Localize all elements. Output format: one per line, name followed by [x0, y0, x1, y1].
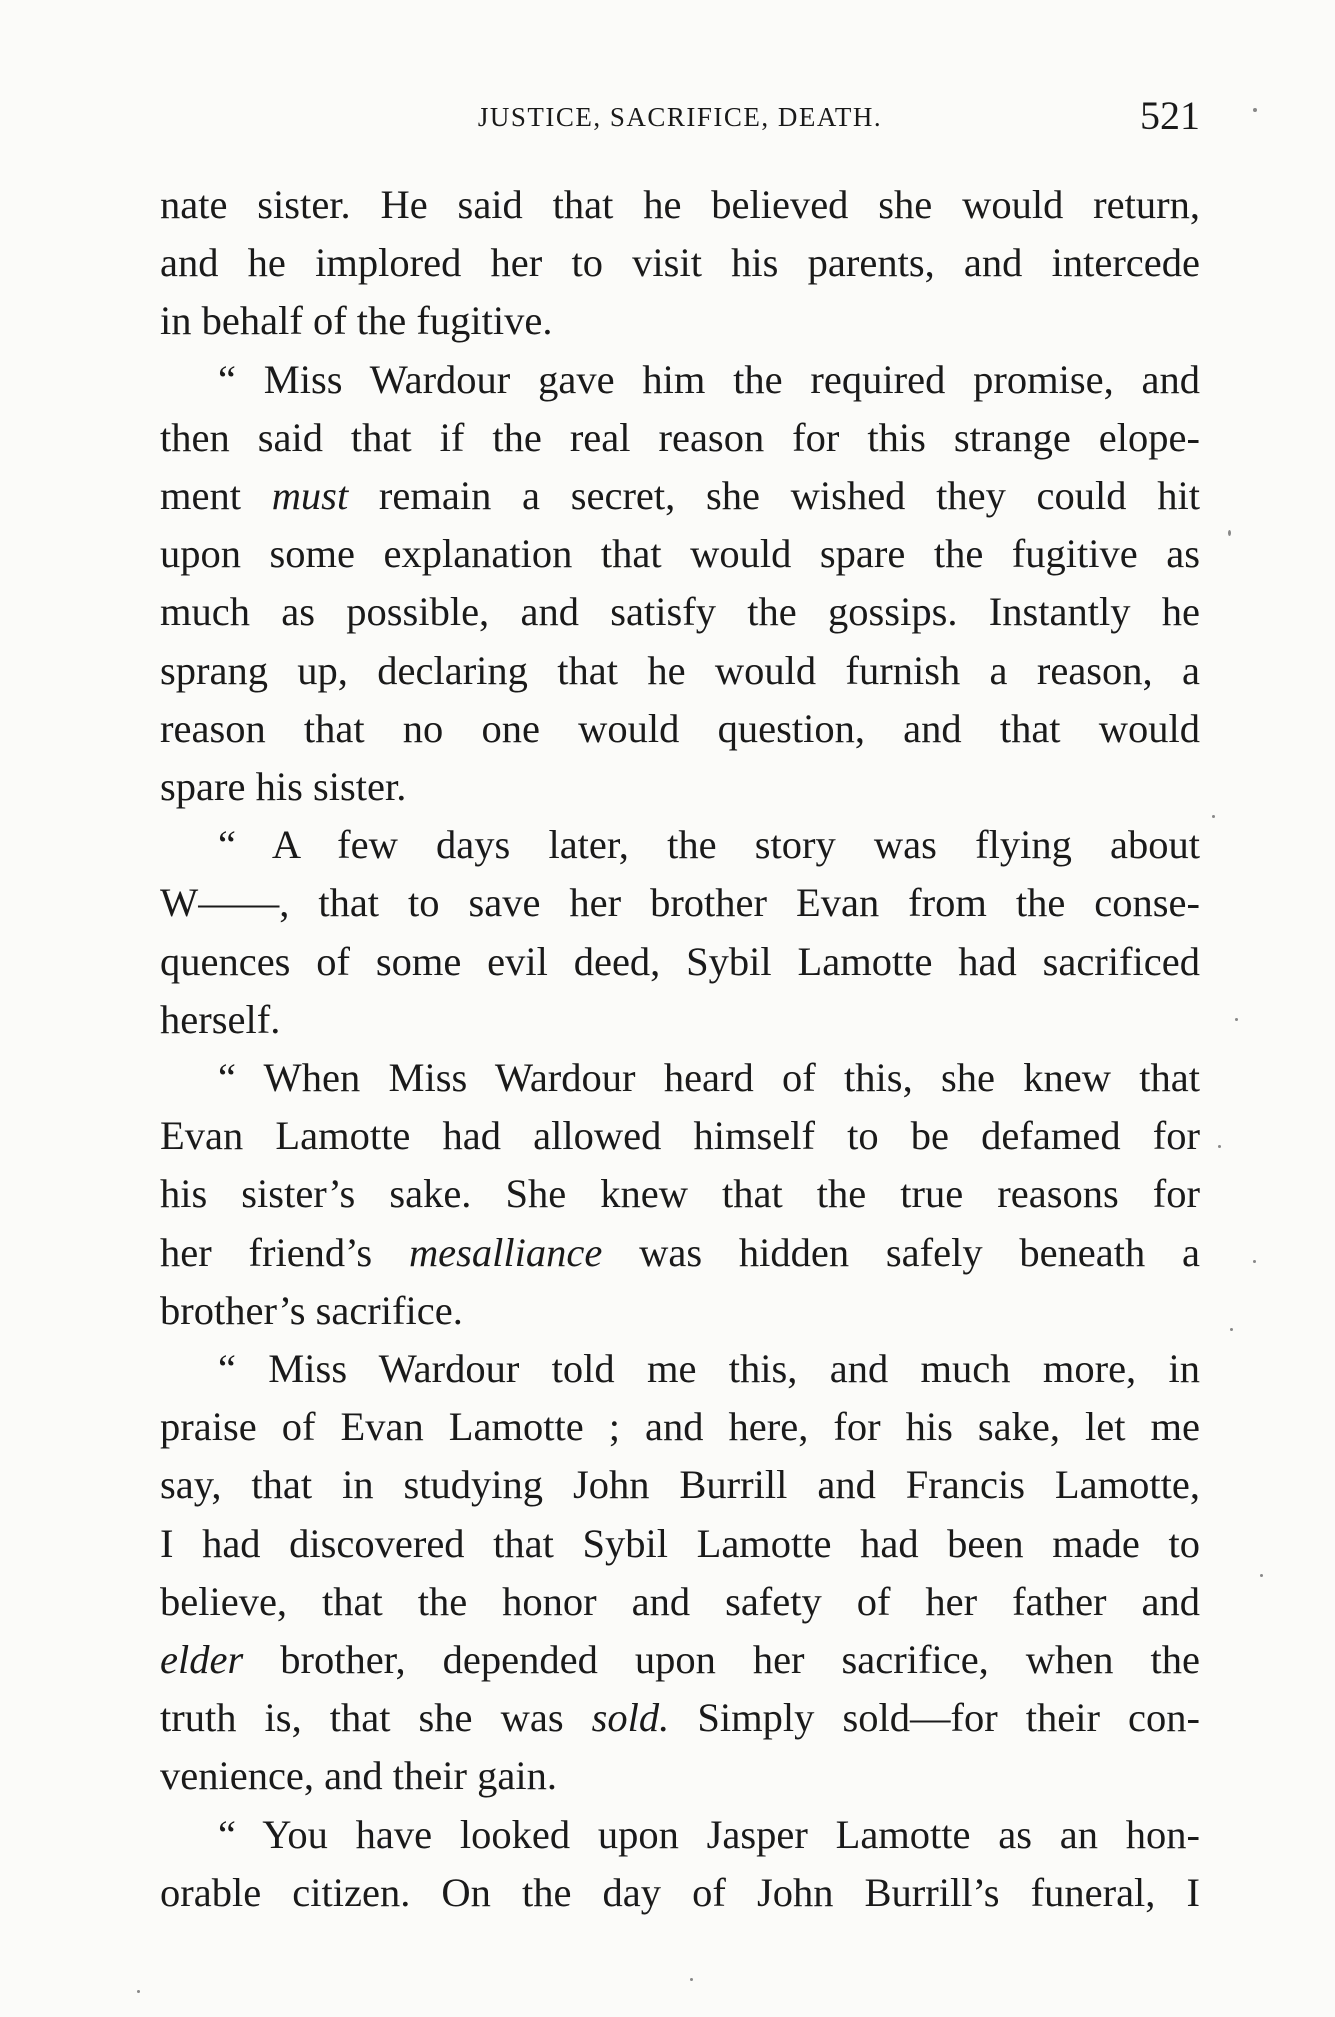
text-line: [160, 1340, 1200, 1398]
text-segment: praise of Evan Lamotte ; and here, for his sake, let me: [160, 1404, 1200, 1450]
text-segment: much as possible, and satisfy the gossips. Instantly he: [160, 589, 1200, 635]
text-segment: upon some explanation that would spare the fugitive as: [160, 531, 1200, 577]
text-segment: ment: [160, 473, 272, 519]
text-line: [160, 758, 1200, 816]
scan-speck: [1212, 815, 1215, 818]
text-segment: “ Miss Wardour told me this, and much more, in: [218, 1346, 1200, 1392]
running-header: [160, 88, 1200, 148]
body-text: [160, 176, 1200, 1922]
text-line: [160, 1806, 1200, 1864]
text-segment: sprang up, declaring that he would furnish a reason, a: [160, 647, 1200, 693]
text-segment: spare his sister.: [160, 764, 407, 810]
scan-speck: [1253, 108, 1257, 112]
text-line: [160, 234, 1200, 292]
text-line: [160, 1165, 1200, 1223]
text-line: [160, 642, 1200, 700]
text-line: [160, 1224, 1200, 1282]
scan-speck: [1218, 1145, 1221, 1148]
text-segment: Evan Lamotte had allowed himself to be defamed for: [160, 1113, 1200, 1159]
scan-speck: [1230, 1328, 1233, 1331]
text-line: [160, 1456, 1200, 1514]
text-line: [160, 292, 1200, 350]
text-line: [160, 933, 1200, 991]
text-line: [160, 1515, 1200, 1573]
text-segment: “ A few days later, the story was flying about: [218, 822, 1200, 868]
text-segment: brother, depended upon her sacrifice, when the: [243, 1637, 1200, 1683]
text-line: [160, 467, 1200, 525]
text-line: [160, 991, 1200, 1049]
text-line: [160, 1747, 1200, 1805]
text-segment: W——, that to save her brother Evan from the conse-: [160, 880, 1200, 926]
text-line: [160, 1573, 1200, 1631]
text-line: [160, 1107, 1200, 1165]
text-line: [160, 700, 1200, 758]
text-segment: in behalf of the fugitive.: [160, 298, 553, 344]
italic-word: sold.: [591, 1695, 670, 1741]
text-segment: remain a secret, she wished they could hit: [348, 473, 1200, 519]
scan-speck: [1228, 530, 1231, 536]
text-line: [160, 1631, 1200, 1689]
text-line: [160, 583, 1200, 641]
text-segment: herself.: [160, 996, 281, 1042]
text-segment: reason that no one would question, and that would: [160, 705, 1200, 751]
text-segment: orable citizen. On the day of John Burrill’s funeral, I: [160, 1869, 1200, 1915]
italic-word: mesalliance: [408, 1229, 603, 1275]
text-segment: venience, and their gain.: [160, 1753, 557, 1799]
text-segment: “ When Miss Wardour heard of this, she knew that: [218, 1055, 1200, 1101]
text-segment: truth is, that she was: [160, 1695, 592, 1741]
scan-speck: [690, 1978, 693, 1981]
italic-word: elder: [160, 1637, 244, 1683]
text-line: [160, 176, 1200, 234]
scan-speck: [1260, 1574, 1263, 1577]
text-segment: Simply sold—for their con-: [669, 1695, 1200, 1741]
text-line: [160, 1864, 1200, 1922]
text-line: [160, 409, 1200, 467]
text-segment: quences of some evil deed, Sybil Lamotte had sacrificed: [160, 938, 1200, 984]
text-line: [160, 1049, 1200, 1107]
text-segment: nate sister. He said that he believed she would return,: [160, 182, 1200, 227]
text-segment: brother’s sacrifice.: [160, 1287, 463, 1333]
scan-speck: [1235, 1018, 1238, 1021]
text-segment: I had discovered that Sybil Lamotte had been made to: [160, 1520, 1200, 1566]
text-segment: say, that in studying John Burrill and Francis Lamotte,: [160, 1462, 1200, 1508]
text-segment: her friend’s: [160, 1229, 409, 1275]
text-line: [160, 525, 1200, 583]
text-line: [160, 1689, 1200, 1747]
text-line: [160, 1282, 1200, 1340]
text-segment: then said that if the real reason for this strange elope-: [160, 414, 1200, 460]
text-segment: believe, that the honor and safety of her father and: [160, 1578, 1200, 1624]
text-line: [160, 874, 1200, 932]
text-segment: and he implored her to visit his parents, and intercede: [160, 240, 1200, 286]
scan-speck: [137, 1990, 140, 1993]
running-title: JUSTICE, SACRIFICE, DEATH.: [477, 102, 883, 132]
page-number: 521: [1140, 93, 1200, 138]
text-line: [160, 816, 1200, 874]
text-segment: “ You have looked upon Jasper Lamotte as an hon-: [218, 1811, 1200, 1857]
text-segment: was hidden safely beneath a: [602, 1229, 1200, 1275]
text-segment: “ Miss Wardour gave him the required promise, and: [218, 356, 1200, 402]
text-line: [160, 1398, 1200, 1456]
text-line: [160, 351, 1200, 409]
text-segment: his sister’s sake. She knew that the true reasons for: [160, 1171, 1200, 1217]
italic-word: must: [271, 473, 349, 519]
scan-speck: [1253, 1260, 1256, 1263]
